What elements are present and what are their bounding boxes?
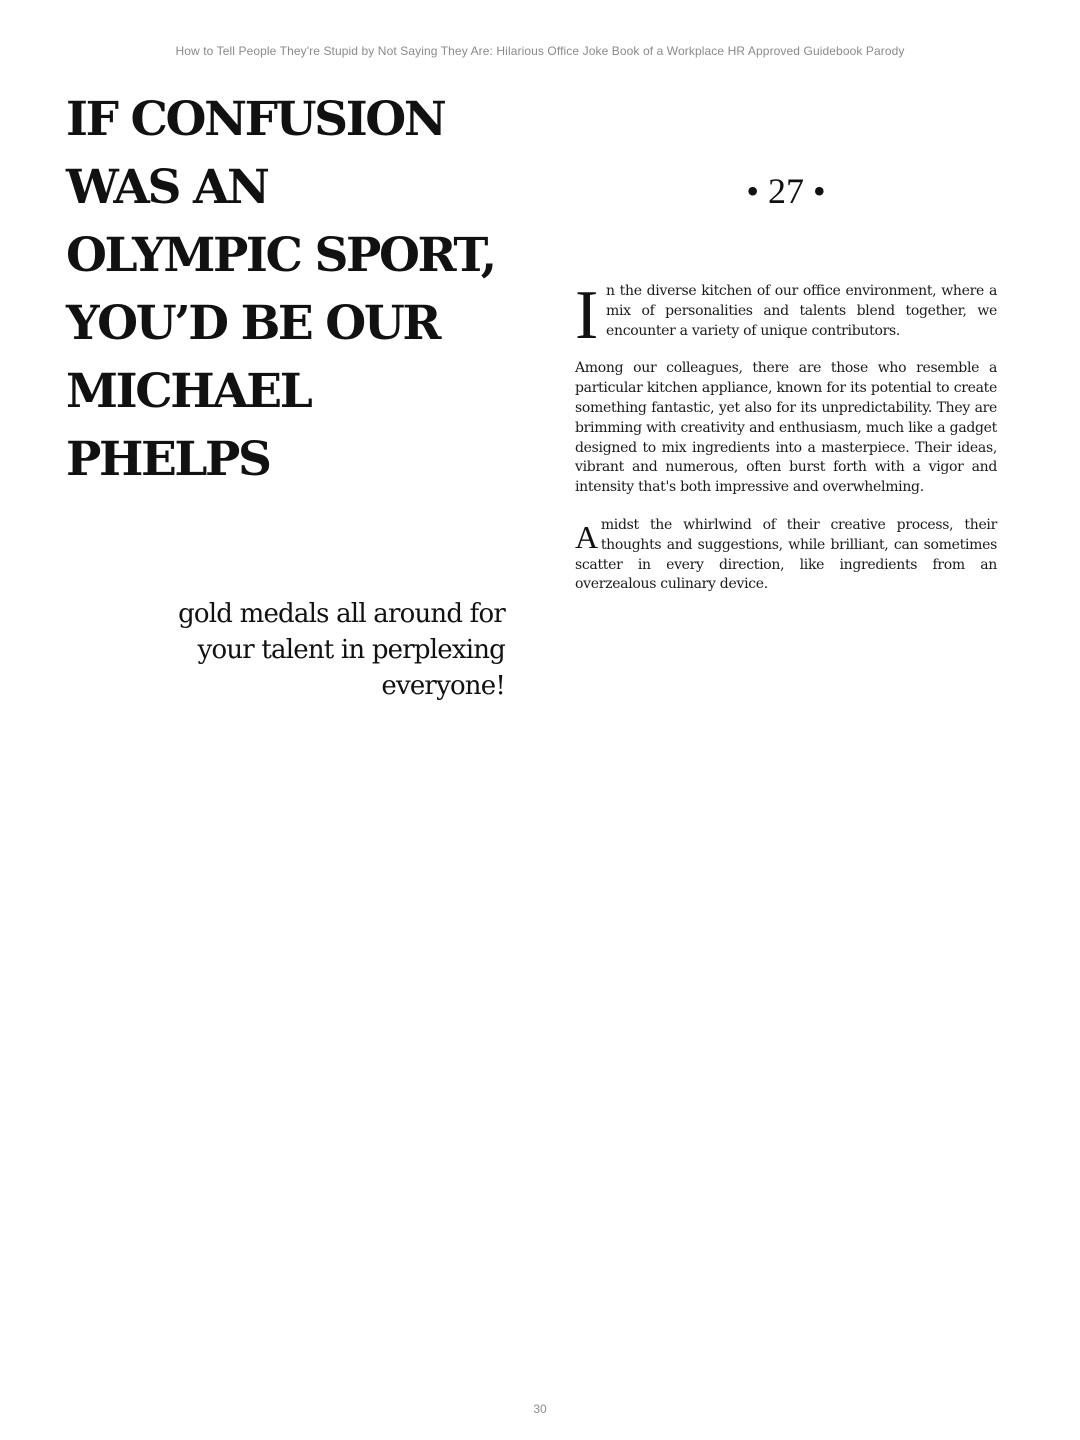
body-paragraph (575, 359, 997, 498)
paragraph-text: Among our colleagues, there are those who resemble a particular kitchen appliance, known for its potential to create something fantastic, yet also for its unpredictability. They are brimming with creativity and enthusiasm, much like a gadget designed to mix ingredients into a masterpiece. Their ideas, vibrant and numerous, often burst forth with a vigor and intensity that's both impressive and overwhelming. (575, 360, 997, 496)
drop-cap: I (575, 277, 599, 354)
chapter-body (575, 277, 997, 613)
paragraph-text: midst the whirlwind of their creative process, their thoughts and suggestions, while brilliant, can sometimes scatter in every direction, like ingredients from an overzealous culinary device. (575, 516, 997, 593)
paragraph-text: n the diverse kitchen of our office environment, where a mix of personalities and talents blend together, we encounter a variety of unique contributors. (606, 283, 997, 339)
body-paragraph (575, 516, 997, 595)
page-number: 30 (533, 1402, 547, 1416)
drop-cap: A (575, 518, 598, 555)
running-header-book-title: How to Tell People They're Stupid by Not Saying They Are: Hilarious Office Joke Book of a Workplace HR Approved Guidebook Parody (175, 44, 905, 58)
chapter-tagline: gold medals all around for your talent in perplexing everyone! (178, 599, 505, 701)
chapter-number: • 27 • (746, 171, 826, 211)
chapter-headline: IF CONFUSION WAS AN OLYMPIC SPORT, YOU’D BE OUR MICHAEL PHELPS (66, 92, 495, 487)
body-paragraph (575, 277, 997, 354)
